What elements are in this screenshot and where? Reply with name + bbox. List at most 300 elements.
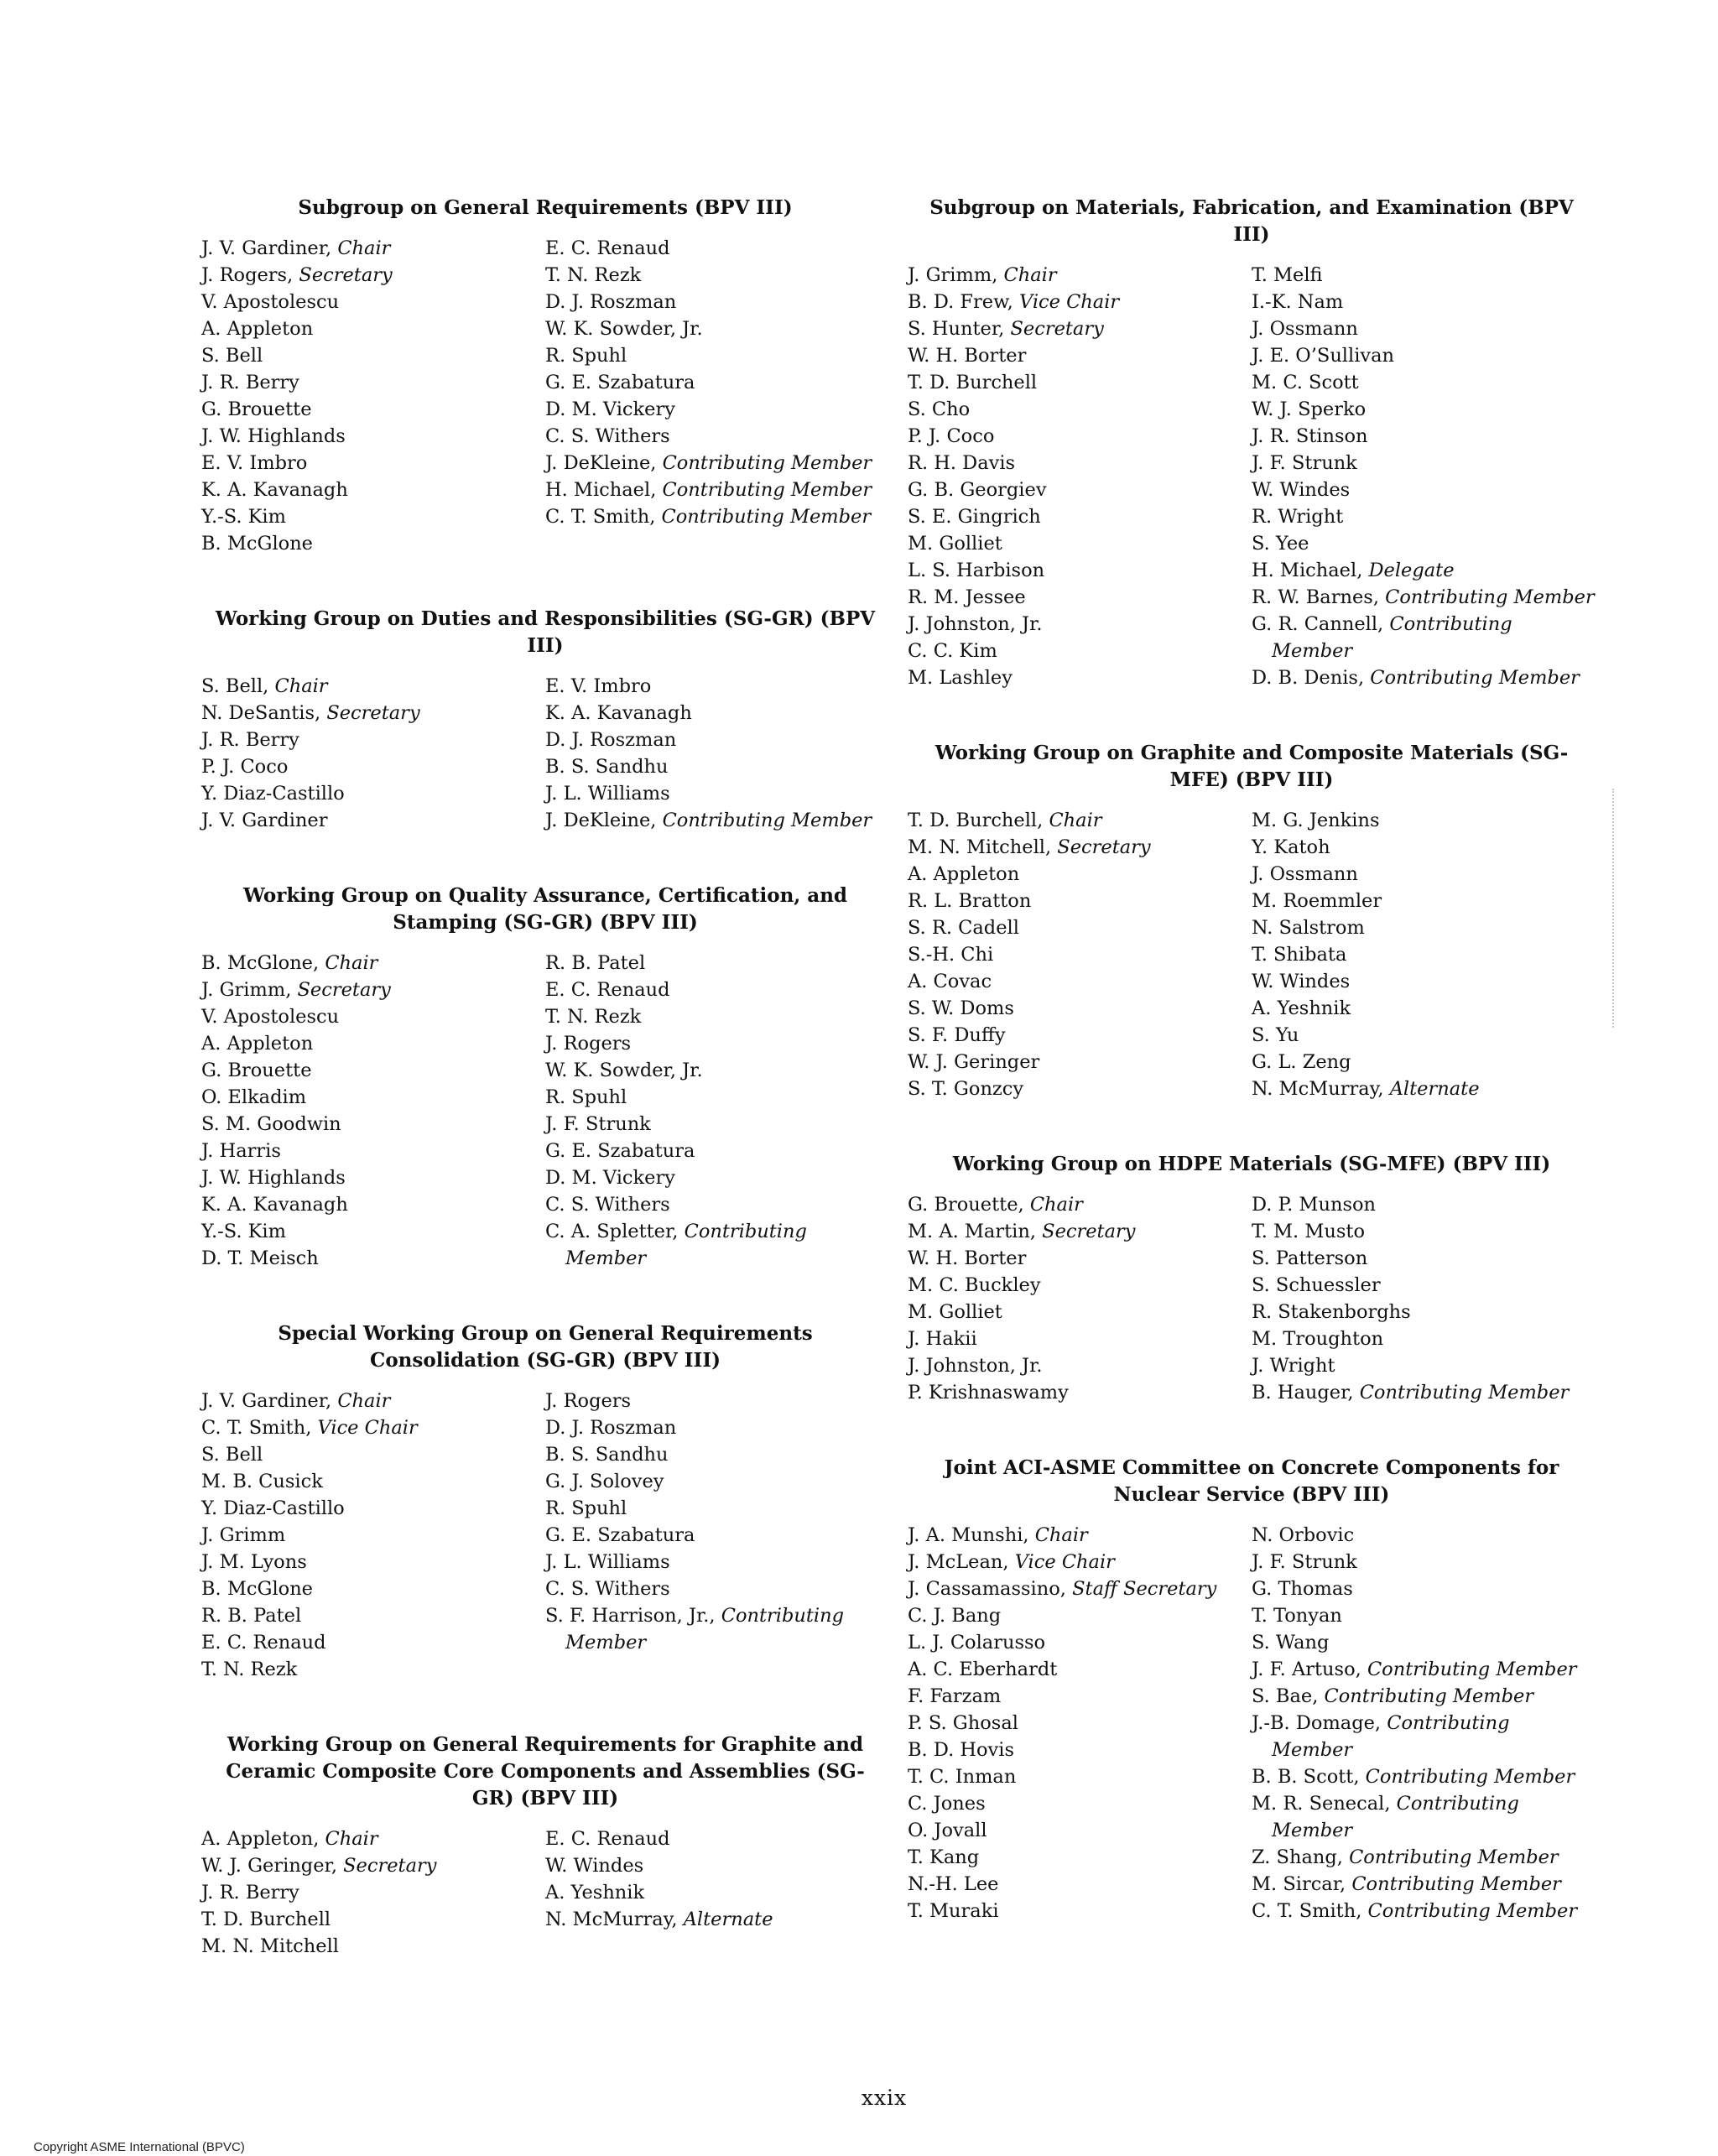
member-name: A. Yeshnik — [1252, 997, 1351, 1019]
member-entry — [201, 1629, 545, 1656]
member-name: R. Spuhl — [545, 345, 627, 367]
member-name: T. Melfi — [1252, 264, 1323, 286]
member-name: J. Grimm — [201, 979, 286, 1001]
member-name: B. D. Frew — [908, 291, 1007, 313]
member-entry — [545, 1164, 889, 1191]
section-title: Working Group on Graphite and Composite Materials (SG-MFE) (BPV III) — [934, 742, 1569, 791]
member-entry — [201, 1933, 545, 1960]
member-name: B. S. Sandhu — [545, 756, 669, 778]
member-name: C. Jones — [908, 1793, 986, 1815]
section-title: Subgroup on Materials, Fabrication, and Examination (BPV III) — [929, 196, 1574, 246]
member-entry — [1252, 1191, 1596, 1218]
member-name: M. A. Martin — [908, 1221, 1030, 1242]
member-entry — [908, 1763, 1252, 1790]
member-entry: M. R. Senecal, Contributing Member — [1252, 1793, 1519, 1841]
member-name: B. D. Hovis — [908, 1739, 1015, 1761]
member-entry — [201, 1164, 545, 1191]
member-entry: J. F. Artuso, Contributing Member — [1252, 1659, 1577, 1680]
member-entry — [908, 1602, 1252, 1629]
member-entry: S. Bell, Chair — [201, 675, 328, 697]
member-column-right — [545, 235, 889, 557]
member-name: T. Kang — [908, 1846, 980, 1868]
member-name: T. D. Burchell — [201, 1909, 331, 1930]
member-entry: J. Grimm, Secretary — [201, 979, 391, 1001]
member-entry — [201, 369, 545, 396]
member-entry — [545, 235, 889, 262]
member-name: P. J. Coco — [201, 756, 289, 778]
member-entry — [1252, 1218, 1596, 1245]
member-name: D. P. Munson — [1252, 1194, 1377, 1216]
member-entry: S. Hunter, Secretary — [908, 318, 1104, 340]
member-entry: J. A. Munshi, Chair — [908, 1524, 1088, 1546]
member-name: C. T. Smith — [201, 1417, 306, 1439]
member-entry — [1252, 530, 1596, 557]
member-name: J. F. Strunk — [1252, 452, 1357, 474]
member-entry — [1252, 1272, 1596, 1299]
member-entry — [201, 780, 545, 807]
member-entry — [545, 1030, 889, 1057]
member-name: R. M. Jessee — [908, 586, 1026, 608]
member-list — [908, 1191, 1596, 1406]
member-name: G. E. Szabatura — [545, 1140, 695, 1162]
member-entry — [908, 477, 1252, 503]
member-name: M. G. Jenkins — [1252, 810, 1380, 831]
member-name: J. Ossmann — [1252, 318, 1358, 340]
section-title: Special Working Group on General Requirements Consolidation (SG-GR) (BPV III) — [278, 1322, 813, 1372]
member-role: Contributing Member — [1351, 1873, 1561, 1895]
member-name: R. W. Barnes — [1252, 586, 1373, 608]
member-entry — [545, 1879, 889, 1906]
member-name: S. Cho — [908, 398, 971, 420]
member-role: Alternate — [683, 1909, 773, 1930]
member-name: E. V. Imbro — [201, 452, 308, 474]
member-column-right — [545, 673, 889, 834]
member-entry — [201, 726, 545, 753]
member-entry: C. T. Smith, Contributing Member — [545, 506, 872, 528]
member-name: J. Rogers — [545, 1390, 632, 1412]
member-name: D. J. Roszman — [545, 729, 677, 751]
member-name: M. C. Buckley — [908, 1274, 1041, 1296]
member-name: S. Yu — [1252, 1024, 1299, 1046]
member-entry: R. W. Barnes, Contributing Member — [1252, 586, 1595, 608]
section-title: Joint ACI-ASME Committee on Concrete Components for Nuclear Service (BPV III) — [944, 1456, 1559, 1506]
member-entry — [201, 1549, 545, 1575]
member-role: Vice Chair — [1018, 291, 1120, 313]
member-entry: G. Brouette, Chair — [908, 1194, 1083, 1216]
member-name: Y.-S. Kim — [201, 1221, 286, 1242]
member-entry — [1252, 1549, 1596, 1575]
member-name: J. Rogers — [545, 1033, 632, 1055]
member-name: T. C. Inman — [908, 1766, 1017, 1788]
member-name: J. Johnston, Jr. — [908, 613, 1043, 635]
member-name: J. F. Strunk — [1252, 1551, 1357, 1573]
member-entry — [201, 1602, 545, 1629]
member-name: L. S. Harbison — [908, 560, 1045, 581]
member-entry — [908, 1299, 1252, 1325]
member-entry: N. McMurray, Alternate — [1252, 1078, 1480, 1100]
member-entry — [545, 1414, 889, 1441]
member-role: Contributing Member — [1367, 1900, 1578, 1922]
member-entry — [545, 1441, 889, 1468]
member-name: T. Shibata — [1252, 944, 1347, 966]
member-entry — [908, 1871, 1252, 1898]
member-entry — [201, 477, 545, 503]
member-name: N. Salstrom — [1252, 917, 1365, 939]
member-role: Alternate — [1389, 1078, 1480, 1100]
member-name: G. J. Solovey — [545, 1471, 664, 1492]
member-name: D. J. Roszman — [545, 291, 677, 313]
member-role: Chair — [274, 675, 328, 697]
member-name: J. V. Gardiner — [201, 237, 326, 259]
member-name: M. Roemmler — [1252, 890, 1382, 912]
member-entry — [201, 1575, 545, 1602]
member-name: D. M. Vickery — [545, 398, 675, 420]
member-entry — [908, 450, 1252, 477]
member-name: G. R. Cannell — [1252, 613, 1378, 635]
member-name: G. E. Szabatura — [545, 372, 695, 393]
committee-section — [201, 606, 889, 834]
member-entry — [1252, 477, 1596, 503]
member-entry — [201, 1218, 545, 1245]
member-entry: J.-B. Domage, Contributing Member — [1252, 1712, 1510, 1761]
member-entry: C. T. Smith, Contributing Member — [1252, 1900, 1578, 1922]
member-role: Contributing Member — [1324, 1685, 1534, 1707]
member-entry — [201, 342, 545, 369]
page-number: xxix — [861, 2086, 908, 2110]
member-column-right — [1252, 807, 1596, 1102]
member-name: J. F. Artuso — [1252, 1659, 1356, 1680]
member-name: T. D. Burchell — [908, 372, 1038, 393]
member-name: C. A. Spletter — [545, 1221, 673, 1242]
member-entry — [1252, 888, 1596, 914]
member-name: J. Wright — [1252, 1355, 1335, 1377]
member-name: C. J. Bang — [908, 1605, 1002, 1627]
member-entry: J. DeKleine, Contributing Member — [545, 810, 872, 831]
member-name: W. J. Geringer — [201, 1855, 331, 1877]
member-name: R. Spuhl — [545, 1497, 627, 1519]
member-column-left — [201, 950, 545, 1272]
member-name: C. T. Smith — [545, 506, 650, 528]
member-name: V. Apostolescu — [201, 1006, 340, 1028]
member-role: Chair — [337, 1390, 391, 1412]
member-entry — [1252, 995, 1596, 1022]
member-name: B. S. Sandhu — [545, 1444, 669, 1466]
committee-section — [908, 740, 1596, 1102]
member-entry — [545, 315, 889, 342]
member-name: J. W. Highlands — [201, 1167, 346, 1189]
member-role: Contributing Member — [1370, 667, 1580, 689]
member-entry — [545, 1495, 889, 1522]
member-name: J. R. Berry — [201, 372, 299, 393]
member-name: J. Rogers — [201, 264, 288, 286]
member-entry — [545, 342, 889, 369]
member-name: Y.-S. Kim — [201, 506, 286, 528]
member-name: S. Bae — [1252, 1685, 1313, 1707]
member-entry — [201, 423, 545, 450]
member-name: J. V. Gardiner — [201, 810, 328, 831]
member-entry: M. N. Mitchell, Secretary — [908, 836, 1151, 858]
member-name: M. Sircar — [1252, 1873, 1341, 1895]
member-role: Contributing Member — [662, 452, 872, 474]
member-role: Secretary — [1042, 1221, 1136, 1242]
member-name: S. M. Goodwin — [201, 1113, 341, 1135]
member-name: O. Jovall — [908, 1820, 987, 1841]
member-name: J. V. Gardiner — [201, 1390, 326, 1412]
member-entry: T. D. Burchell, Chair — [908, 810, 1102, 831]
member-entry — [545, 673, 889, 700]
member-role: Vice Chair — [1014, 1551, 1115, 1573]
member-name: J. Grimm — [908, 264, 992, 286]
member-entry — [201, 1003, 545, 1030]
member-name: N. McMurray — [545, 1909, 672, 1930]
member-name: J. Johnston, Jr. — [908, 1355, 1043, 1377]
member-name: W. Windes — [1252, 971, 1351, 992]
section-title: Subgroup on General Requirements (BPV III) — [298, 196, 793, 219]
member-name: P. Krishnaswamy — [908, 1382, 1069, 1403]
member-entry — [201, 503, 545, 530]
member-entry — [545, 1138, 889, 1164]
committee-section — [908, 1455, 1596, 1924]
member-name: B. McGlone — [201, 533, 314, 555]
member-name: M. B. Cusick — [201, 1471, 323, 1492]
member-column-right — [545, 1388, 889, 1683]
member-name: R. H. Davis — [908, 452, 1016, 474]
copyright-notice: Copyright ASME International (BPVC) — [34, 2140, 245, 2154]
member-entry — [1252, 1575, 1596, 1602]
member-name: I.-K. Nam — [1252, 291, 1344, 313]
member-name: W. J. Geringer — [908, 1051, 1040, 1073]
member-name: A. Appleton — [201, 1033, 314, 1055]
member-role: Secretary — [343, 1855, 437, 1877]
member-entry — [1252, 315, 1596, 342]
member-column-right — [545, 950, 889, 1272]
member-name: R. L. Bratton — [908, 890, 1032, 912]
member-name: S. Patterson — [1252, 1247, 1368, 1269]
member-entry: J. V. Gardiner, Chair — [201, 1390, 391, 1412]
member-entry — [908, 1898, 1252, 1924]
member-role: Chair — [325, 952, 378, 974]
member-role: Contributing Member — [661, 506, 872, 528]
member-entry — [545, 1468, 889, 1495]
member-role: Contributing Member — [1365, 1766, 1575, 1788]
member-entry — [545, 1388, 889, 1414]
member-entry — [908, 503, 1252, 530]
member-name: T. D. Burchell — [908, 810, 1038, 831]
member-entry — [545, 950, 889, 976]
member-column-left — [908, 1191, 1252, 1406]
member-entry — [908, 1710, 1252, 1737]
member-entry — [1252, 396, 1596, 423]
member-entry: B. D. Frew, Vice Chair — [908, 291, 1120, 313]
member-column-left — [908, 807, 1252, 1102]
member-name: W. K. Sowder, Jr. — [545, 318, 703, 340]
member-column-right — [1252, 1522, 1596, 1924]
section-title: Working Group on Quality Assurance, Certification, and Stamping (SG-GR) (BPV III) — [242, 884, 848, 934]
member-entry — [1252, 342, 1596, 369]
member-name: J.-B. Domage — [1252, 1712, 1375, 1734]
member-entry — [201, 1879, 545, 1906]
member-name: P. S. Ghosal — [908, 1712, 1018, 1734]
member-entry — [1252, 1629, 1596, 1656]
member-entry — [1252, 1325, 1596, 1352]
member-entry — [201, 1441, 545, 1468]
member-name: M. N. Mitchell — [201, 1935, 339, 1957]
member-entry — [545, 1191, 889, 1218]
member-name: K. A. Kavanagh — [201, 1194, 348, 1216]
member-role: Contributing Member — [662, 810, 872, 831]
member-name: T. Tonyan — [1252, 1605, 1342, 1627]
member-name: J. Harris — [201, 1140, 281, 1162]
member-entry — [908, 1245, 1252, 1272]
member-entry: B. McGlone, Chair — [201, 952, 378, 974]
member-entry — [1252, 914, 1596, 941]
member-role: Chair — [337, 237, 391, 259]
member-name: S. Yee — [1252, 533, 1309, 555]
member-name: C. S. Withers — [545, 1578, 670, 1600]
member-name: D. J. Roszman — [545, 1417, 677, 1439]
member-name: B. B. Scott — [1252, 1766, 1354, 1788]
member-entry — [908, 1022, 1252, 1049]
member-entry — [545, 753, 889, 780]
member-name: A. Appleton — [908, 863, 1020, 885]
member-name: B. McGlone — [201, 952, 314, 974]
member-entry — [201, 1522, 545, 1549]
member-entry — [201, 1468, 545, 1495]
member-entry — [201, 1111, 545, 1138]
member-name: S. E. Gingrich — [908, 506, 1041, 528]
member-name: G. B. Georgiev — [908, 479, 1047, 501]
member-entry — [908, 888, 1252, 914]
member-entry — [908, 941, 1252, 968]
member-entry — [545, 396, 889, 423]
member-name: A. Appleton — [201, 1828, 314, 1850]
member-name: J. R. Stinson — [1252, 425, 1368, 447]
member-name: J. Grimm — [201, 1524, 286, 1546]
member-name: N.-H. Lee — [908, 1873, 999, 1895]
member-name: K. A. Kavanagh — [201, 479, 348, 501]
member-list — [201, 1388, 889, 1683]
member-name: J. L. Williams — [545, 1551, 670, 1573]
member-entry — [908, 1272, 1252, 1299]
member-entry: J. Rogers, Secretary — [201, 264, 393, 286]
member-name: E. C. Renaud — [201, 1632, 326, 1653]
member-column-left — [908, 262, 1252, 691]
member-entry — [201, 807, 545, 834]
member-list — [201, 950, 889, 1272]
member-name: J. Cassamassino — [908, 1578, 1060, 1600]
member-entry — [1252, 1022, 1596, 1049]
member-entry — [545, 1852, 889, 1879]
member-entry — [908, 861, 1252, 888]
member-column-left — [201, 235, 545, 557]
member-entry — [1252, 1245, 1596, 1272]
member-role: Secretary — [1057, 836, 1151, 858]
member-role: Secretary — [299, 264, 393, 286]
member-name: G. Brouette — [201, 398, 312, 420]
member-entry: D. B. Denis, Contributing Member — [1252, 667, 1580, 689]
member-entry — [908, 1049, 1252, 1075]
member-entry — [1252, 861, 1596, 888]
member-entry — [201, 1057, 545, 1084]
member-entry — [908, 1379, 1252, 1406]
member-entry — [908, 995, 1252, 1022]
member-role: Contributing Member — [565, 1605, 845, 1653]
member-entry: Z. Shang, Contributing Member — [1252, 1846, 1559, 1868]
member-name: Y. Diaz-Castillo — [201, 1497, 345, 1519]
member-entry — [1252, 941, 1596, 968]
member-entry — [908, 342, 1252, 369]
member-entry — [908, 423, 1252, 450]
member-entry — [545, 262, 889, 289]
member-list — [908, 1522, 1596, 1924]
member-name: S. Bell — [201, 675, 263, 697]
member-entry — [908, 1656, 1252, 1683]
member-entry — [201, 753, 545, 780]
member-entry — [545, 1549, 889, 1575]
member-entry — [201, 1191, 545, 1218]
member-role: Contributing Member — [1359, 1382, 1570, 1403]
member-name: S. Schuessler — [1252, 1274, 1381, 1296]
member-name: P. J. Coco — [908, 425, 995, 447]
member-entry — [201, 1495, 545, 1522]
member-entry — [908, 1844, 1252, 1871]
member-entry — [1252, 834, 1596, 861]
member-entry — [545, 1111, 889, 1138]
member-entry: N. DeSantis, Secretary — [201, 702, 420, 724]
member-name: T. N. Rezk — [545, 264, 642, 286]
member-name: A. C. Eberhardt — [908, 1659, 1058, 1680]
member-entry — [545, 726, 889, 753]
member-role: Secretary — [297, 979, 391, 1001]
member-name: S. W. Doms — [908, 997, 1014, 1019]
member-column-left — [201, 1825, 545, 1960]
member-entry — [545, 1825, 889, 1852]
member-name: T. N. Rezk — [201, 1659, 298, 1680]
member-role: Secretary — [326, 702, 420, 724]
member-name: Y. Katoh — [1252, 836, 1330, 858]
member-entry — [1252, 262, 1596, 289]
member-entry — [1252, 1299, 1596, 1325]
member-name: J. DeKleine — [545, 810, 651, 831]
member-entry — [1252, 289, 1596, 315]
member-name: E. V. Imbro — [545, 675, 652, 697]
member-role: Contributing Member — [1349, 1846, 1559, 1868]
member-name: A. Covac — [908, 971, 992, 992]
member-name: C. S. Withers — [545, 425, 670, 447]
member-role: Contributing Member — [1272, 613, 1512, 662]
member-name: J. McLean — [908, 1551, 1003, 1573]
member-name: S. Wang — [1252, 1632, 1330, 1653]
member-entry: S. F. Harrison, Jr., Contributing Member — [545, 1605, 845, 1653]
committee-section — [908, 1151, 1596, 1406]
member-entry — [201, 289, 545, 315]
member-entry — [545, 1057, 889, 1084]
member-entry — [908, 664, 1252, 691]
member-entry — [908, 1790, 1252, 1817]
member-name: S. T. Gonzcy — [908, 1078, 1024, 1100]
member-name: N. Orbovic — [1252, 1524, 1355, 1546]
member-role: Secretary — [1010, 318, 1104, 340]
member-role: Contributing Member — [1272, 1793, 1519, 1841]
member-entry — [545, 700, 889, 726]
member-entry — [201, 1084, 545, 1111]
member-entry — [545, 976, 889, 1003]
member-entry — [1252, 807, 1596, 834]
member-name: M. Troughton — [1252, 1328, 1384, 1350]
member-name: S. Hunter — [908, 318, 999, 340]
member-name: A. Yeshnik — [545, 1882, 645, 1903]
committee-section — [908, 195, 1596, 691]
